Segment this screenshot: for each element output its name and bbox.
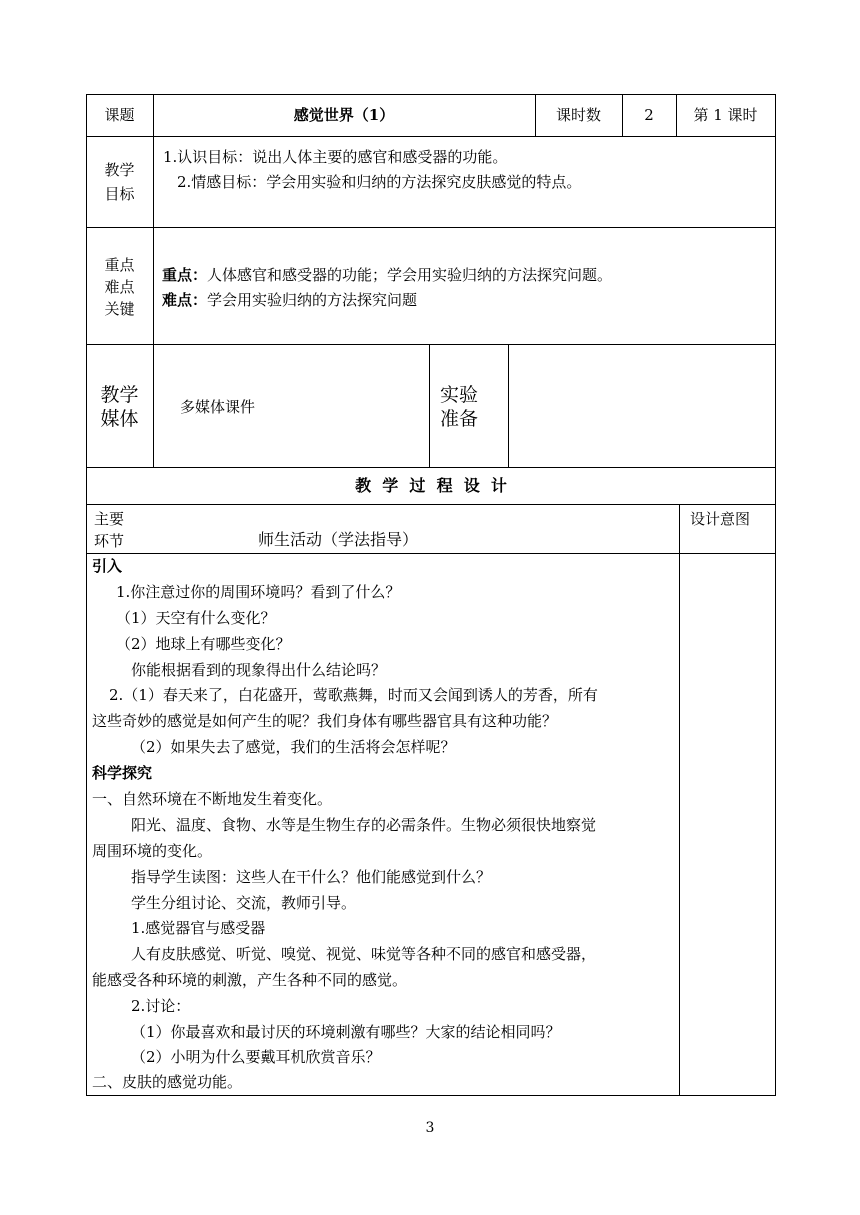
keypoints-label-line1: 重点 — [104, 256, 135, 274]
rule — [679, 504, 680, 1096]
content-line: 指导学生读图：这些人在干什么？他们能感觉到什么？ — [131, 868, 492, 886]
rule — [775, 94, 776, 1096]
rule — [86, 553, 776, 554]
content-line: 一、自然环境在不断地发生着变化。 — [92, 790, 333, 808]
topic-value: 感觉世界（1） — [293, 106, 395, 124]
content-line: 你能根据看到的现象得出什么结论吗？ — [131, 661, 387, 679]
rule — [86, 136, 776, 137]
content-line: 人有皮肤感觉、听觉、嗅觉、视觉、味觉等各种不同的感官和感受器， — [131, 945, 597, 963]
content-line: （2）小明为什么要戴耳机欣赏音乐？ — [131, 1048, 381, 1066]
content-line: （2）如果失去了感觉，我们的生活将会怎样呢？ — [131, 738, 456, 756]
hours-value: 2 — [644, 106, 654, 124]
rule — [86, 1095, 776, 1096]
content-line: 这些奇妙的感觉是如何产生的呢？我们身体有哪些器官具有这种功能？ — [92, 712, 558, 730]
media-label-line2: 媒体 — [100, 408, 139, 430]
topic-label: 课题 — [104, 106, 135, 124]
rule — [508, 344, 509, 468]
prep-label-line1: 实验 — [440, 384, 479, 406]
content-line: （2）地球上有哪些变化？ — [116, 635, 291, 653]
rule — [153, 94, 154, 468]
process-title: 教 学 过 程 设 计 — [355, 476, 507, 495]
page-number: 3 — [425, 1120, 435, 1136]
goals-label-line1: 教学 — [104, 161, 135, 179]
content-line: 周围环境的变化。 — [92, 842, 213, 860]
content-line: 1.感觉器官与感受器 — [131, 919, 266, 937]
content-line: 1.你注意过你的周围环境吗？看到了什么？ — [116, 583, 401, 601]
key-point-text: 人体感官和感受器的功能；学会用实验归纳的方法探究问题。 — [207, 266, 613, 284]
difficult-point-label: 难点： — [162, 291, 208, 309]
keypoints-label-line2: 难点 — [104, 278, 135, 296]
col-main-line2: 环节 — [94, 532, 125, 550]
content-line: 学生分组讨论、交流，教师引导。 — [131, 894, 357, 912]
col-intent: 设计意图 — [690, 510, 751, 528]
period-label: 第 1 课时 — [693, 106, 758, 124]
rule — [429, 344, 430, 468]
col-activity: 师生活动（学法指导） — [258, 530, 419, 549]
goals-label-line2: 目标 — [104, 185, 135, 203]
keypoints-label-line3: 关键 — [104, 300, 135, 318]
difficult-point-line — [162, 290, 417, 310]
rule — [86, 467, 776, 468]
goal-line-2: 2.情感目标：学会用实验和归纳的方法探究皮肤感觉的特点。 — [177, 173, 582, 191]
rule — [86, 227, 776, 228]
goal-line-1: 1.认识目标：说出人体主要的感官和感受器的功能。 — [163, 148, 508, 166]
rule — [86, 94, 87, 1096]
col-main-line1: 主要 — [94, 510, 125, 528]
content-line: （1）天空有什么变化？ — [116, 609, 276, 627]
difficult-point-text: 学会用实验归纳的方法探究问题 — [207, 291, 418, 309]
content-line: 阳光、温度、食物、水等是生物生存的必需条件。生物必须很快地察觉 — [131, 816, 597, 834]
section-heading: 引入 — [92, 557, 123, 575]
content-line: 二、皮肤的感觉功能。 — [92, 1073, 243, 1091]
content-line: 能感受各种环境的刺激，产生各种不同的感觉。 — [92, 971, 408, 989]
prep-label-line2: 准备 — [440, 408, 479, 430]
hours-label: 课时数 — [555, 106, 601, 124]
content-line: （1）你最喜欢和最讨厌的环境刺激有哪些？大家的结论相同吗？ — [131, 1023, 561, 1041]
section-heading: 科学探究 — [92, 764, 153, 782]
key-point-line — [162, 265, 612, 285]
rule — [86, 504, 776, 505]
media-value: 多媒体课件 — [180, 398, 256, 416]
rule — [86, 344, 776, 345]
rule — [86, 94, 776, 95]
content-line: 2.讨论： — [131, 997, 191, 1015]
media-label-line1: 教学 — [100, 384, 139, 406]
content-line: 2.（1）春天来了，白花盛开，莺歌燕舞，时而又会闻到诱人的芳香，所有 — [109, 686, 598, 704]
key-point-label: 重点： — [162, 266, 208, 284]
